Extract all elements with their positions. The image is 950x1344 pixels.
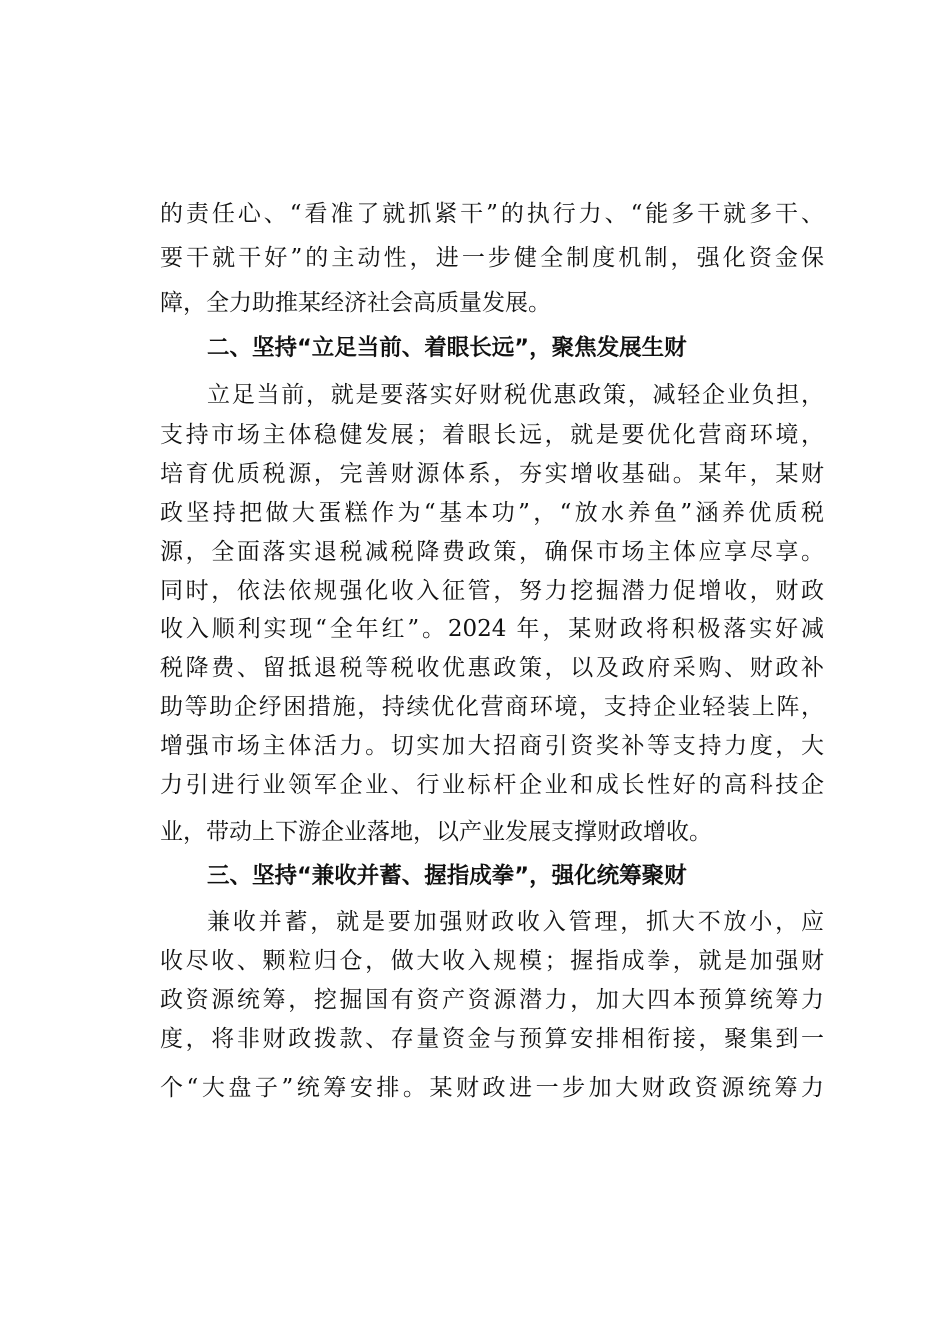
para3-line-2: 收尽收、颗粒归仓，做大收入规模；握指成拳，就是加强财 — [160, 948, 824, 974]
para3-line-3: 政资源统筹，挖掘国有资产资源潜力，加大四本预算统筹力 — [160, 987, 824, 1013]
para2-line-10: 增强市场主体活力。切实加大招商引资奖补等支持力度，大 — [160, 733, 824, 759]
para2-line-5: 源，全面落实退税减税降费政策，确保市场主体应享尽享。 — [160, 539, 824, 565]
para1-line-1: 的责任心、“看准了就抓紧干”的执行力、“能多干就多干、 — [160, 201, 824, 227]
section-heading-2: 二、坚持“立足当前、着眼长远”，聚焦发展生财 — [207, 335, 687, 361]
para2-line-7: 收入顺利实现“全年红”。2024 年，某财政将积极落实好减 — [160, 616, 824, 642]
para2-line-9: 助等助企纾困措施，持续优化营商环境，支持企业轻装上阵， — [160, 694, 824, 720]
para3-line-1: 兼收并蓄，就是要加强财政收入管理，抓大不放小，应 — [207, 909, 824, 935]
para3-line-4: 度，将非财政拨款、存量资金与预算安排相衔接，聚集到一 — [160, 1026, 824, 1052]
para2-line-11: 力引进行业领军企业、行业标杆企业和成长性好的高科技企 — [160, 772, 824, 798]
para2-line-8: 税降费、留抵退税等税收优惠政策，以及政府采购、财政补 — [160, 655, 824, 681]
para2-line-3: 培育优质税源，完善财源体系，夯实增收基础。某年，某财 — [160, 461, 824, 487]
para2-line-12: 业，带动上下游企业落地，以产业发展支撑财政增收。 — [160, 819, 712, 845]
para3-line-5: 个“大盘子”统筹安排。某财政进一步加大财政资源统筹力 — [160, 1075, 824, 1101]
para1-line-3: 障，全力助推某经济社会高质量发展。 — [160, 290, 551, 316]
para2-line-1: 立足当前，就是要落实好财税优惠政策，减轻企业负担， — [207, 382, 824, 408]
para2-line-4: 政坚持把做大蛋糕作为“基本功”，“放水养鱼”涵养优质税 — [160, 500, 824, 526]
para2-line-2: 支持市场主体稳健发展；着眼长远，就是要优化营商环境， — [160, 422, 824, 448]
para2-line-6: 同时，依法依规强化收入征管，努力挖掘潜力促增收，财政 — [160, 578, 824, 604]
para1-line-2: 要干就干好”的主动性，进一步健全制度机制，强化资金保 — [160, 245, 824, 271]
section-heading-3: 三、坚持“兼收并蓄、握指成拳”，强化统筹聚财 — [207, 863, 687, 889]
